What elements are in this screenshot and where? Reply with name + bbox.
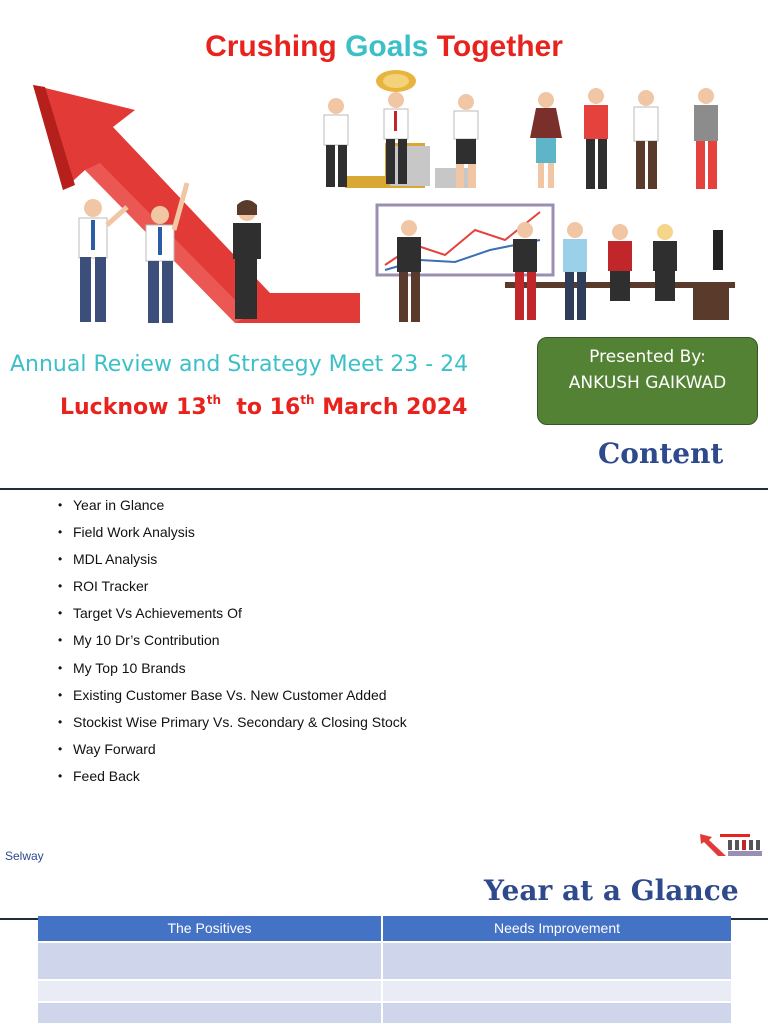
- event-date-location: [60, 385, 467, 423]
- toc-item: [58, 658, 407, 685]
- title-word-crushing: Crushing: [205, 30, 346, 63]
- presenter-box: [537, 337, 758, 425]
- person-figure: [634, 90, 658, 189]
- bullet-icon: •: [58, 606, 63, 621]
- bullet-icon: •: [58, 687, 63, 702]
- person-figure: [530, 92, 562, 188]
- ordinal-suffix: th: [206, 393, 222, 407]
- presenter-name: ANKUSH GAIKWAD: [568, 373, 727, 393]
- table-cell: [38, 979, 383, 1001]
- coin-icon: [376, 70, 416, 92]
- person-figure: [233, 200, 261, 319]
- title-word-together: Together: [436, 30, 563, 63]
- toc-item-label: Feed Back: [73, 767, 140, 784]
- toc-item-label: Stockist Wise Primary Vs. Secondary & Closing Stock: [73, 713, 407, 730]
- table-of-contents: [58, 495, 407, 793]
- table-cell: [383, 979, 731, 1001]
- title-thumbnail-icon: [698, 832, 766, 858]
- table-cell: [38, 941, 383, 979]
- title-word-goals: Goals: [345, 30, 437, 63]
- date-range: to 16: [236, 395, 301, 420]
- bullet-icon: •: [58, 741, 63, 756]
- event-subtitle: Annual Review and Strategy Meet 23 - 24: [10, 352, 469, 377]
- bullet-icon: •: [58, 579, 63, 594]
- slide-title: [0, 27, 768, 67]
- bullet-icon: •: [58, 525, 63, 540]
- coin-stack-icon: [345, 143, 475, 188]
- title-slide: [0, 0, 768, 488]
- company-name: Selway: [5, 849, 44, 863]
- toc-item: [58, 495, 407, 522]
- person-figure: [79, 199, 127, 322]
- toc-item-label: My Top 10 Brands: [73, 659, 186, 676]
- toc-item-label: Way Forward: [73, 740, 156, 757]
- monitor-icon: [713, 230, 723, 270]
- toc-item: [58, 766, 407, 793]
- slide-heading: Year at a Glance: [484, 874, 739, 907]
- bullet-icon: •: [58, 633, 63, 648]
- toc-item: [58, 712, 407, 739]
- column-header: The Positives: [38, 916, 383, 941]
- bullet-icon: •: [58, 768, 63, 783]
- person-figure: [608, 224, 632, 301]
- toc-item-label: MDL Analysis: [73, 551, 158, 568]
- content-heading: Content: [598, 437, 724, 470]
- toc-item-label: ROI Tracker: [73, 578, 149, 595]
- person-figure: [324, 98, 348, 187]
- table-cell: [383, 1001, 731, 1023]
- ordinal-suffix: th: [300, 393, 315, 407]
- year-at-glance-slide: [0, 870, 768, 1024]
- toc-item: [58, 576, 407, 603]
- toc-item: [58, 549, 407, 576]
- glance-table: [38, 916, 731, 1023]
- table-row: [38, 941, 731, 979]
- bullet-icon: •: [58, 714, 63, 729]
- person-figure: [653, 224, 677, 301]
- table-row: [38, 979, 731, 1001]
- presenter-label: Presented By:: [589, 347, 706, 367]
- person-figure: [694, 88, 718, 189]
- toc-item: [58, 603, 407, 630]
- bullet-icon: •: [58, 498, 63, 512]
- table-row: [38, 1001, 731, 1023]
- toc-item-label: Target Vs Achievements Of: [73, 605, 242, 622]
- table-cell: [38, 1001, 383, 1023]
- person-figure: [563, 222, 587, 320]
- team-coins-illustration: [310, 68, 740, 193]
- toc-item: [58, 522, 407, 549]
- bullet-icon: •: [58, 552, 63, 567]
- table-cell: [383, 941, 731, 979]
- toc-item: [58, 739, 407, 766]
- toc-item-label: Field Work Analysis: [73, 524, 195, 541]
- toc-item-label: Year in Glance: [73, 497, 165, 513]
- column-header: Needs Improvement: [383, 916, 731, 941]
- content-slide: [0, 490, 768, 870]
- month-year: March 2024: [322, 395, 468, 420]
- person-figure: [584, 88, 608, 189]
- location-city: Lucknow 13: [60, 395, 207, 420]
- presentation-team-illustration: [375, 200, 750, 328]
- toc-item: [58, 630, 407, 657]
- bullet-icon: •: [58, 660, 63, 675]
- toc-item-label: My 10 Dr’s Contribution: [73, 632, 220, 649]
- toc-item: [58, 685, 407, 712]
- table-header-row: [38, 916, 731, 941]
- toc-item-label: Existing Customer Base Vs. New Customer Added: [73, 686, 387, 703]
